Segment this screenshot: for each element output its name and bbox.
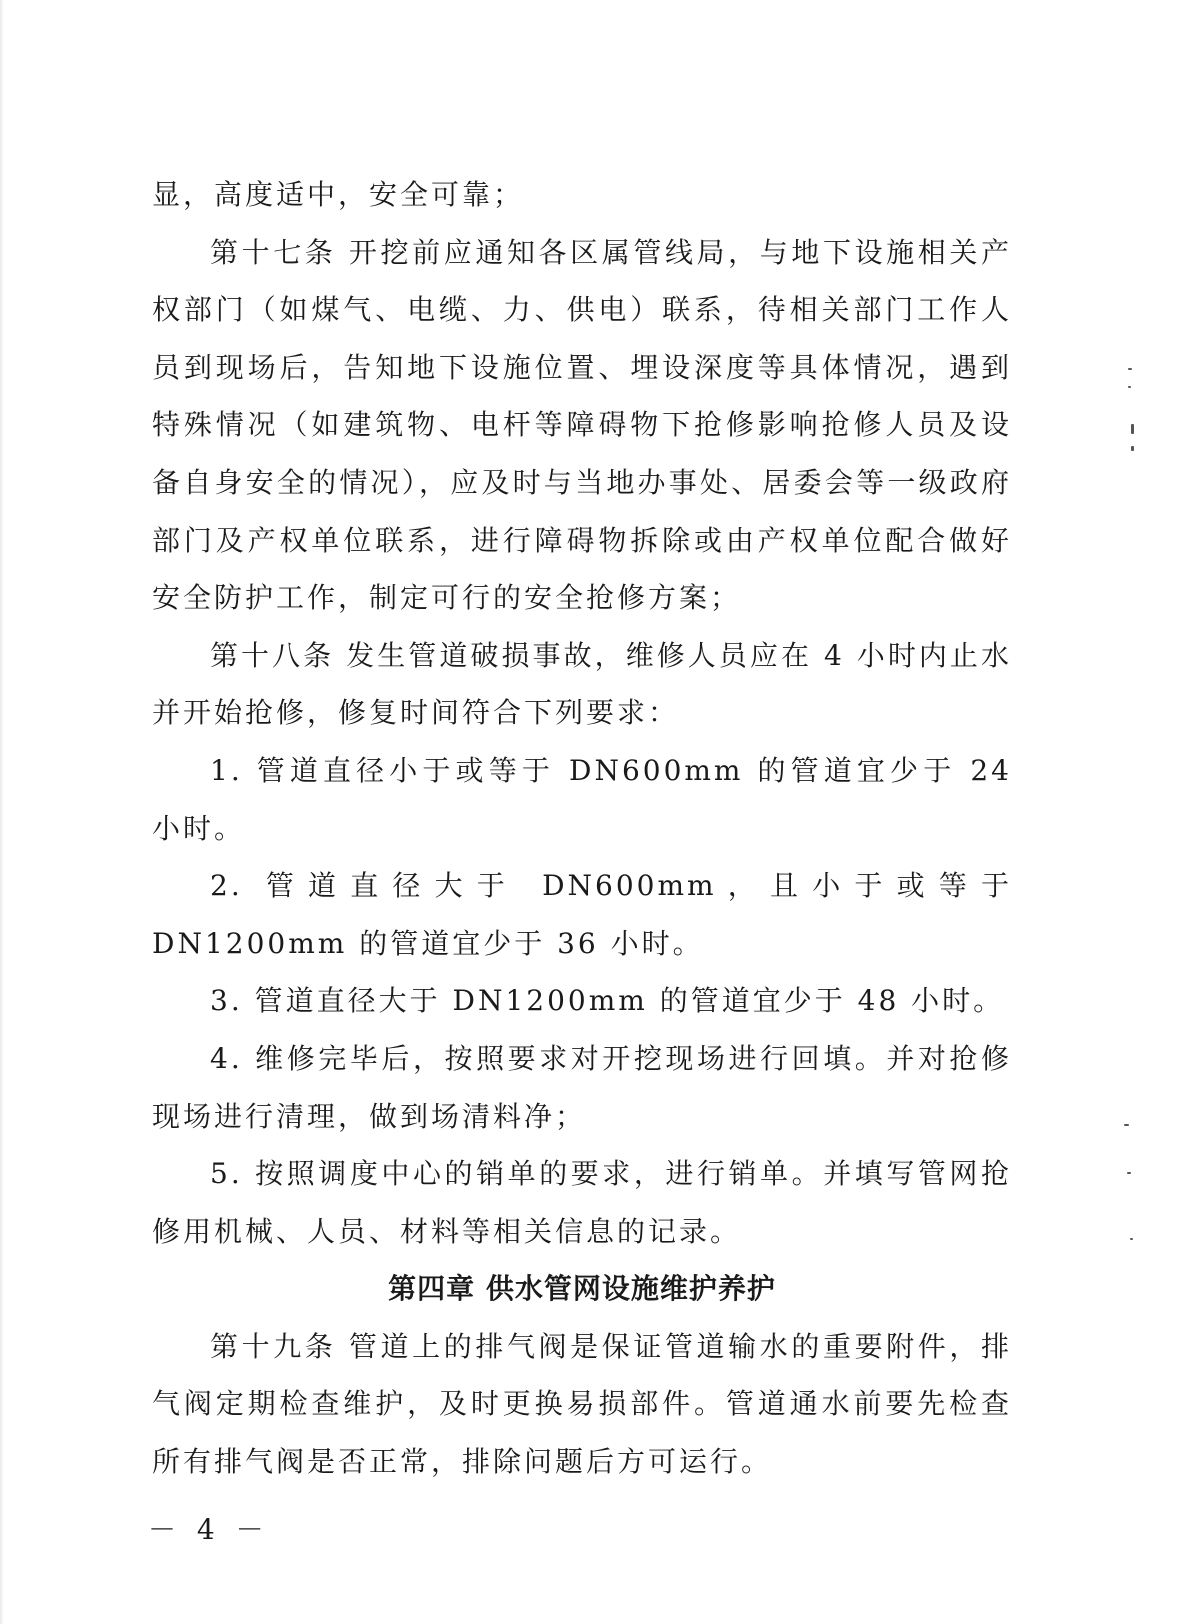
- paragraph-continuation: 显，高度适中，安全可靠；: [152, 178, 525, 211]
- margin-mark: [1124, 1124, 1129, 1126]
- page-number: － 4 －: [148, 1513, 270, 1546]
- margin-mark: [1128, 386, 1131, 388]
- list-item-2: 2. 管道直径大于 DN600mm，且小于或等于 DN1200mm 的管道宜少于 36 小时。: [152, 869, 1012, 960]
- article-17: 第十七条 开挖前应通知各区属管线局，与地下设施相关产权部门（如煤气、电缆、力、供电）联系，待相关部门工作人员到现场后，告知地下设施位置、埋设深度等具体情况，遇到特殊情况（如建筑物、电杆等障碍物下抢修影响抢修人员及设备自身安全的情况），应及时与当地办事处、居委会等一级政府部门及产权单位联系，进行障碍物拆除或由产权单位配合做好安全防护工作，制定可行的安全抢修方案；: [152, 235, 1012, 615]
- chapter-heading: 第四章 供水管网设施维护养护: [388, 1272, 776, 1306]
- margin-mark: [1131, 424, 1134, 434]
- margin-mark: [1130, 1238, 1133, 1240]
- document-body: [152, 166, 1012, 1491]
- list-item-5: 5. 按照调度中心的销单的要求，进行销单。并填写管网抢修用机械、人员、材料等相关信息的记录。: [152, 1157, 1012, 1248]
- margin-mark: [1127, 1172, 1131, 1174]
- margin-mark: [1131, 446, 1134, 451]
- margin-mark: [1128, 368, 1132, 370]
- article-19: 第十九条 管道上的排气阀是保证管道输水的重要附件，排气阀定期检查维护，及时更换易损部件。管道通水前要先检查所有排气阀是否正常，排除问题后方可运行。: [152, 1329, 1012, 1479]
- list-item-1: 1. 管道直径小于或等于 DN600mm 的管道宜少于 24 小时。: [152, 753, 1012, 845]
- list-item-3: 3. 管道直径大于 DN1200mm 的管道宜少于 48 小时。: [210, 984, 1005, 1018]
- article-18: 第十八条 发生管道破损事故，维修人员应在 4 小时内止水并开始抢修，修复时间符合下列要求：: [152, 638, 1012, 730]
- page-spine-shadow: [0, 0, 4, 1624]
- list-item-4: 4. 维修完毕后，按照要求对开挖现场进行回填。并对抢修现场进行清理，做到场清料净；: [152, 1041, 1012, 1133]
